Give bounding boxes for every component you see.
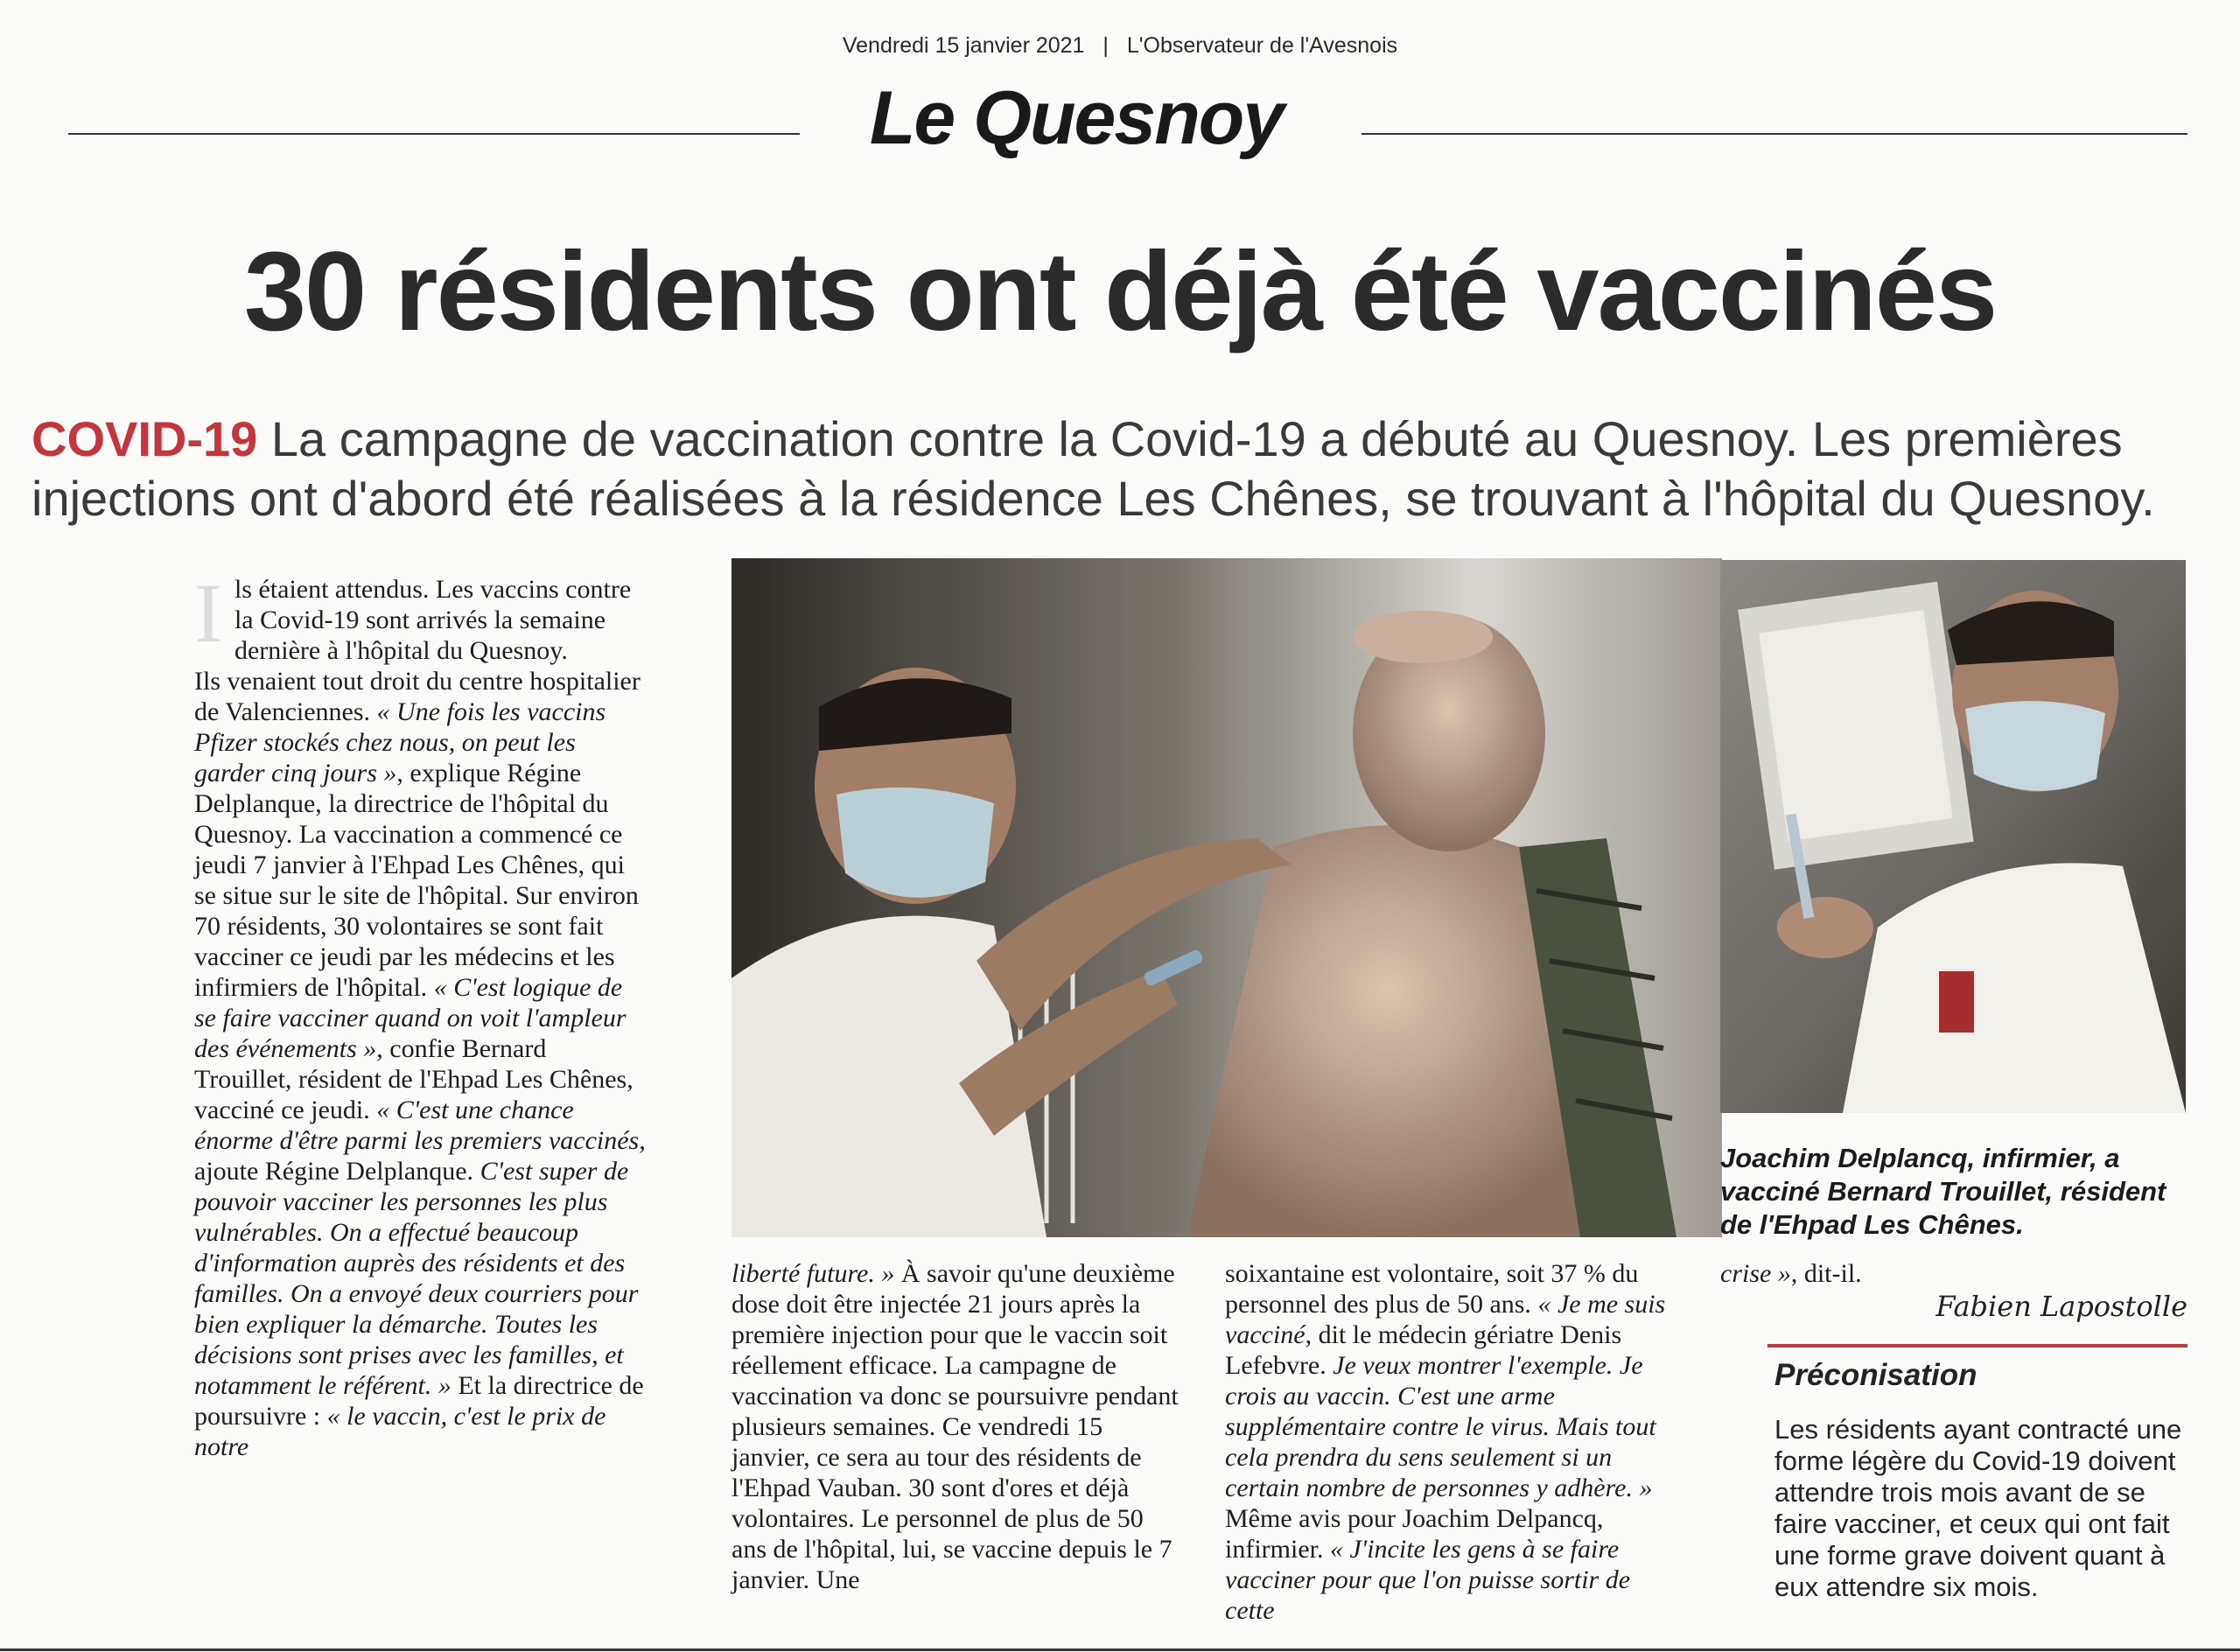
standfirst [32, 410, 2193, 528]
quote: « C'est logique de se faire vacciner quand on voit l'ampleur des événements » [194, 973, 626, 1063]
paragraph: ls étaient attendus. Les vaccins contre la Covid-19 sont arrivés la semaine dernière à l'hôpital du Quesnoy. [234, 575, 632, 665]
quote: « le vaccin, c'est le prix de notre [194, 1402, 606, 1461]
quote: liberté future. » [732, 1259, 895, 1288]
issue-date: Vendredi 15 janvier 2021 [842, 33, 1085, 58]
text-run: Et la directrice de poursuivre : [194, 1371, 644, 1431]
article-column-1 [194, 566, 646, 1462]
sidebar-title: Préconisation [1774, 1358, 1978, 1392]
side-photo [1720, 560, 2186, 1113]
article-column-3 [1225, 1258, 1680, 1626]
quote: Je veux montrer l'exemple. Je crois au vaccin. C'est une arme supplémentaire contre le virus. Mais tout cela prendra du sens seulement si un certain nombre de personnes y adhère. » [1225, 1351, 1656, 1502]
standfirst-text: La campagne de vaccination contre la Covid-19 a débuté au Quesnoy. Les premières injections ont d'abord été réalisées à la résidence Les Chênes, se trouvant à l'hôpital du Quesnoy. [32, 411, 2155, 526]
quote: crise » [1720, 1259, 1791, 1288]
text-run: , explique Régine Delplanque, la directrice de l'hôpital du Quesnoy. La vaccination a commencé ce jeudi 7 janvier à l'Ehpad Les Chênes, qui se situe sur le site de l'hôpital. Sur environ 70 résidents, 30 volontaires se sont fait vacciner ce jeudi par les médecins et les infirmiers de l'hôpital. [194, 759, 639, 1002]
text-run: Même avis pour Joachim Delpancq, infirmier. [1225, 1504, 1604, 1564]
quote: C'est super de pouvoir vacciner les personnes les plus vulnérables. On a effectué beaucoup d'information auprès des résidents et des familles. On a envoyé deux courriers pour bien expliquer la démarche. Toutes les décisions sont prises avec les familles, et notamment le référent. » [194, 1157, 639, 1400]
kicker: COVID-19 [32, 411, 258, 466]
quote: « J'incite les gens à se faire vacciner pour que l'on puisse sortir de cette [1225, 1535, 1631, 1625]
text-run: À savoir qu'une deuxième dose doit être injectée 21 jours après la première injection pour que le vaccin soit réellement efficace. La campagne de vaccination va donc se poursuivre pendant plusieurs semaines. Ce vendredi 15 janvier, ce sera au tour des résidents de l'Ehpad Vauban. 30 sont d'ores et déjà volontaires. Le personnel de plus de 50 ans de l'hôpital, lui, se vaccine depuis le 7 janvier. Une [732, 1259, 1179, 1594]
text-run: ajoute Régine Delplanque. [194, 1157, 474, 1186]
header-rule-right [1362, 133, 2188, 135]
quote: « Une fois les vaccins Pfizer stockés chez nous, on peut les garder cinq jours » [194, 697, 606, 788]
drop-cap: I [194, 566, 222, 660]
quote: « Je me suis vacciné, [1225, 1290, 1666, 1349]
section-title: Le Quesnoy [869, 76, 1284, 160]
sidebar-rule [1768, 1344, 2188, 1348]
quote: « C'est une chance énorme d'être parmi les premiers vaccinés, [194, 1096, 646, 1155]
text-run: soixantaine est volontaire, soit 37 % du personnel des plus de 50 ans. [1225, 1259, 1639, 1319]
text-run: dit le médecin gériatre Denis Lefebvre. [1225, 1320, 1622, 1380]
sidebar-text: Les résidents ayant contracté une forme légère du Covid-19 doivent attendre trois mois avant de se faire vacciner, et ceux qui ont fait une forme grave doivent quant à eux attendre six mois. [1774, 1414, 2182, 1602]
dateline [0, 33, 2240, 59]
text-run: , confie Bernard Trouillet, résident de l'Ehpad Les Chênes, vacciné ce jeudi. [194, 1034, 634, 1124]
article-column-2 [732, 1258, 1185, 1595]
main-photo [732, 558, 1722, 1237]
header-rule-left [68, 133, 800, 135]
photo-caption: Joachim Delplancq, infirmier, a vacciné Bernard Trouillet, résident de l'Ehpad Les Chênes. [1720, 1143, 2166, 1240]
dateline-separator: | [1102, 33, 1109, 58]
publication-name: L'Observateur de l'Avesnois [1126, 33, 1398, 58]
text-run: Ils venaient tout droit du centre hospitalier de Valenciennes. [194, 667, 640, 726]
headline: 30 résidents ont déjà été vaccinés [243, 229, 1997, 354]
text-run: , dit-il. [1790, 1259, 1862, 1288]
bottom-rule [0, 1648, 2240, 1651]
author-signature: Fabien Lapostolle [1936, 1290, 2188, 1323]
article-column-4 [1720, 1258, 2186, 1289]
